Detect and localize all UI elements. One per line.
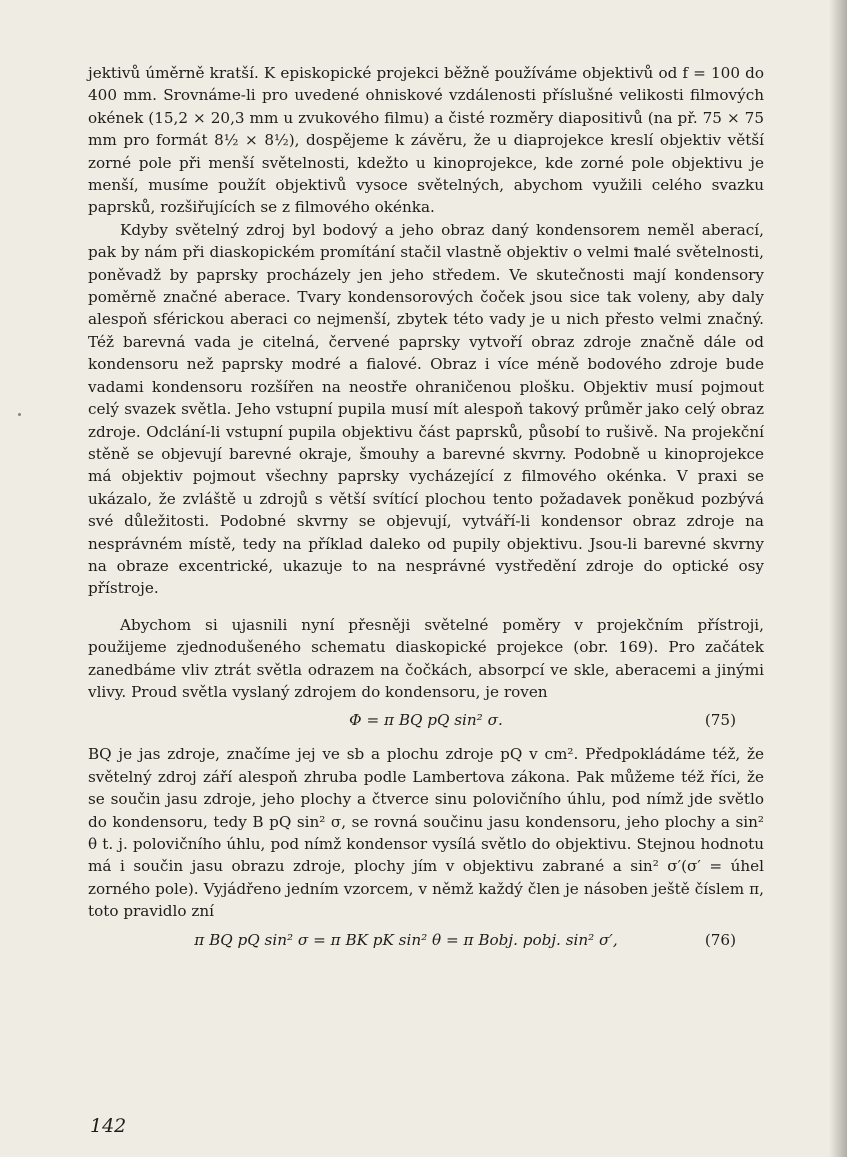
page-edge-shadow bbox=[829, 0, 847, 1157]
paragraph-1: jektivů úměrně kratší. K episkopické projekci běžně používáme objektivů od f = 100 do 400 mm. Srovnáme-li pro uvedené ohniskové vzdálenosti příslušné velikosti filmových okének (15,2 × 20,3 mm u zvukového filmu) a čisté rozměry diapositivů (na př. 75 × 75 mm pro formát 8½ × 8½), dospějeme k závěru, že u diaprojekce kreslí objektiv větší zorné pole při menší světelnosti, kdežto u kinoprojekce, kde zorné pole objektivu je menší, musíme použít objektivů vysoce světelných, abychom využili celého svazku paprsků, rozšiřujících se z filmového okénka. bbox=[88, 64, 764, 217]
body-text bbox=[88, 62, 764, 963]
equation-75 bbox=[88, 703, 764, 743]
paragraph-4: BQ je jas zdroje, značíme jej ve sb a plochu zdroje pQ v cm². Předpokládáme též, že světelný zdroj září alespoň zhruba podle Lambertova zákona. Pak můžeme též říci, že se součin jasu zdroje, jeho plochy a čtverce sinu polovičního úhlu, pod nímž jde světlo do kondensoru, tedy B pQ sin² σ, se rovná součinu jasu kondensoru, jeho plochy a sin² θ t. j. polovičního úhlu, pod nímž kondensor vysílá světlo do objektivu. Stejnou hodnotu má i součin jasu obrazu zdroje, plochy jím v objektivu zabrané a sin² σ′(σ′ = úhel zorného pole). Vyjádřeno jedním vzorcem, v němž každý člen je násoben ještě číslem π, toto pravidlo zní bbox=[88, 745, 764, 921]
paragraph-3: Abychom si ujasnili nyní přesněji světelné poměry v projekčním přístroji, použijeme zjednodušeného schematu diaskopické projekce (obr. 169). Pro začátek zanedbáme vliv ztrát světla odrazem na čočkách, absorpcí ve skle, aberacemi a jinými vlivy. Proud světla vyslaný zdrojem do kondensoru, je roven bbox=[88, 615, 764, 701]
paragraph-spacer bbox=[88, 600, 764, 614]
equation-75-number: (75) bbox=[704, 711, 736, 730]
equation-75-formula: Φ = π BQ pQ sin² σ. bbox=[349, 711, 503, 730]
paragraph-2: Kdyby světelný zdroj byl bodový a jeho obraz daný kondensorem neměl aberací, pak by nám při diaskopickém promítání stačil vlastně objektiv o velmi malé světelnosti, poněvadž by paprsky procházely jen jeho středem. Ve skutečnosti mají kondensory poměrně značné aberace. Tvary kondensorových čoček jsou sice tak voleny, aby daly alespoň sférickou aberaci co nejmenší, zbytek této vady je u nich přesto velmi značný. Též barevná vada je citelná, červené paprsky vytvoří obraz zdroje značně dále od kondensoru než paprsky modré a fialové. Obraz i více méně bodového zdroje bude vadami kondensoru rozšířen na neostře ohraničenou plošku. Objektiv musí pojmout celý svazek světla. Jeho vstupní pupila musí mít alespoň takový průměr jako celý obraz zdroje. Odclání-li vstupní pupila objektivu část paprsků, působí to rušivě. Na projekční stěně se objevují barevné okraje, šmouhy a barevné skvrny. Podobně u kinoprojekce má objektiv pojmout všechny paprsky vycházející z filmového okénka. V praxi se ukázalo, že zvláště u zdrojů s větší svítící plochou tento požadavek poněkud pozbývá své důležitosti. Podobné skvrny se objevují, vytváří-li kondensor obraz zdroje na nesprávném místě, tedy na příklad daleko od pupily objektivu. Jsou-li barevné skvrny na obraze excentrické, ukazuje to na nesprávné vystředění zdroje do optické osy přístroje. bbox=[88, 220, 764, 598]
speck bbox=[18, 413, 21, 416]
page-number: 142 bbox=[90, 1115, 127, 1137]
equation-76-number: (76) bbox=[704, 930, 736, 949]
equation-76-formula: π BQ pQ sin² σ = π BK pK sin² θ = π Bobj. pobj. sin² σ′, bbox=[194, 930, 618, 949]
equation-76 bbox=[88, 923, 764, 963]
